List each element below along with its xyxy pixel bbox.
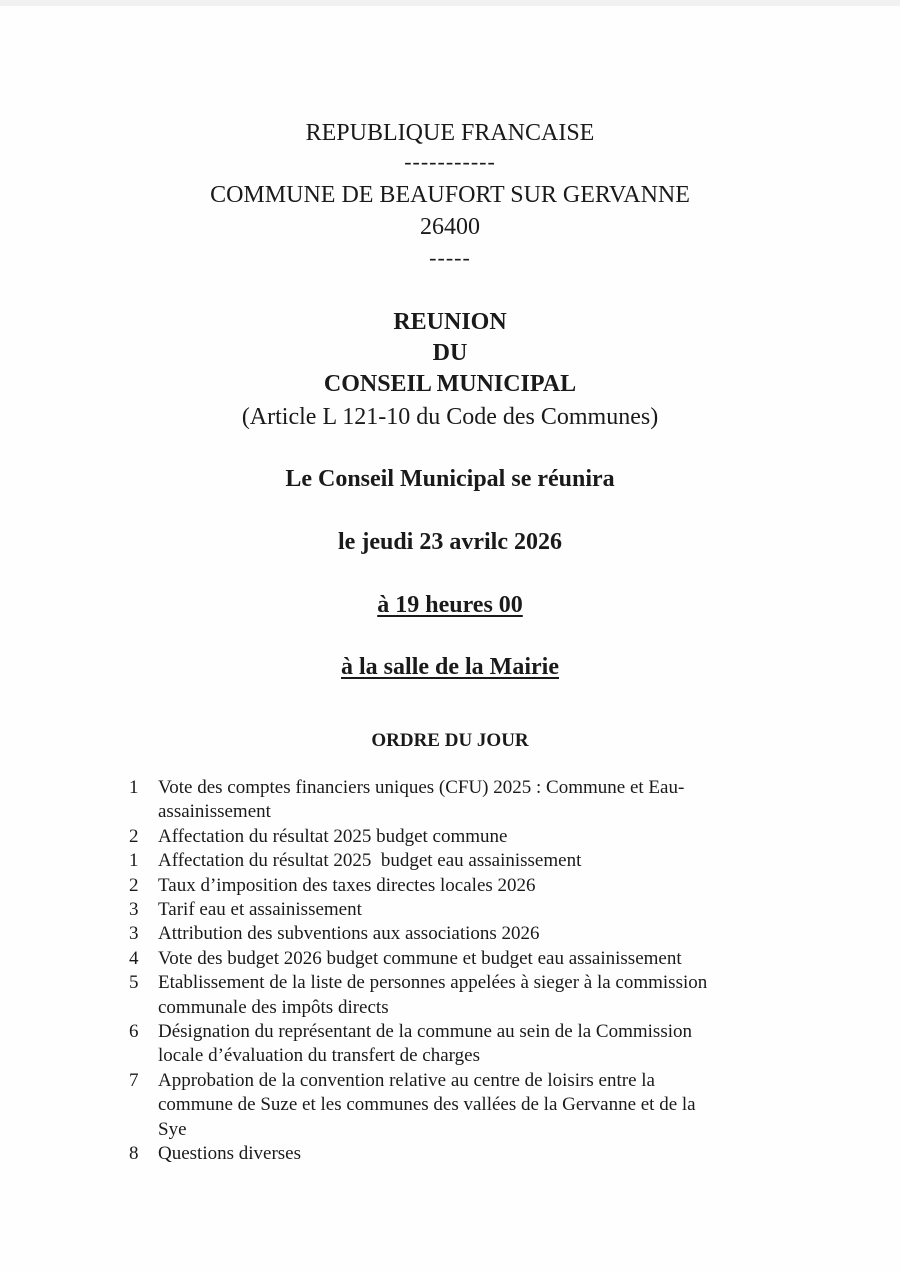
agenda-item [0, 1142, 900, 1166]
agenda-item-number: 2 [129, 825, 139, 847]
commune-name: COMMUNE DE BEAUFORT SUR GERVANNE [210, 182, 690, 208]
agenda-item-line: Affectation du résultat 2025 budget eau assainissement [158, 850, 582, 872]
separator-long: ----------- [404, 149, 496, 174]
agenda-item-line: Sye [158, 1118, 187, 1140]
agenda-item-line: communale des impôts directs [158, 996, 389, 1018]
agenda-item [0, 1020, 900, 1069]
agenda-item-line: commune de Suze et les communes des vallées de la Gervanne et de la [158, 1094, 696, 1116]
agenda-list [0, 776, 900, 1167]
agenda-item-number: 3 [129, 923, 139, 945]
agenda-item-number: 2 [129, 874, 139, 896]
meeting-time [0, 593, 900, 617]
agenda-item-line: Approbation de la convention relative au centre de loisirs entre la [158, 1069, 655, 1091]
agenda-item-text [158, 825, 808, 849]
agenda-item-number: 3 [129, 899, 139, 921]
agenda-item-number: 7 [129, 1069, 139, 1091]
agenda-heading: ORDRE DU JOUR [371, 730, 529, 751]
agenda-item-line: Affectation du résultat 2025 budget commune [158, 825, 508, 847]
agenda-item [0, 922, 900, 946]
republic-heading: REPUBLIQUE FRANCAISE [305, 120, 595, 146]
agenda-item-number: 6 [129, 1021, 139, 1043]
meeting-location-text: à la salle de la Mairie [341, 654, 559, 680]
meeting-title-line1: REUNION [393, 309, 507, 335]
meeting-title-line3: CONSEIL MUNICIPAL [323, 371, 577, 397]
agenda-item-text [158, 898, 808, 922]
agenda-item [0, 898, 900, 922]
agenda-item-number: 8 [129, 1143, 139, 1165]
meeting-announcement: Le Conseil Municipal se réunira [285, 466, 615, 492]
agenda-item [0, 849, 900, 873]
agenda-item [0, 776, 900, 825]
agenda-item-line: Vote des budget 2026 budget commune et budget eau assainissement [158, 947, 682, 969]
meeting-title-line2: DU [432, 340, 468, 366]
agenda-item-text [158, 922, 808, 946]
scan-top-edge [0, 0, 900, 6]
agenda-item-number: 1 [129, 777, 139, 798]
agenda-item-line: locale d’évaluation du transfert de charges [158, 1045, 480, 1067]
agenda-item [0, 971, 900, 1020]
meeting-time-text: à 19 heures 00 [377, 592, 523, 618]
agenda-item-line: Taux d’imposition des taxes directes locales 2026 [158, 874, 536, 896]
agenda-item-text [158, 874, 808, 898]
agenda-item-text [158, 776, 808, 825]
agenda-item [0, 1069, 900, 1142]
agenda-item-number: 1 [129, 850, 139, 872]
agenda-item-text [158, 1142, 808, 1166]
agenda-item-line: Vote des comptes financiers uniques (CFU) 2025 : Commune et Eau- [158, 777, 685, 798]
agenda-item-number: 5 [129, 972, 139, 994]
agenda-item-text [158, 849, 808, 873]
agenda-item-text [158, 1020, 808, 1069]
agenda-item-line: Questions diverses [158, 1143, 302, 1165]
meeting-date: le jeudi 23 avrilc 2026 [338, 529, 562, 555]
agenda-item-line: Désignation du représentant de la commune au sein de la Commission [158, 1021, 692, 1043]
separator-short: ----- [429, 245, 471, 270]
agenda-item-text [158, 971, 808, 1020]
legal-reference: (Article L 121-10 du Code des Communes) [241, 404, 659, 430]
agenda-item-line: Attribution des subventions aux associations 2026 [158, 923, 540, 945]
agenda-item-line: Tarif eau et assainissement [158, 899, 362, 921]
meeting-location [0, 655, 900, 679]
agenda-item-line: Etablissement de la liste de personnes appelées à sieger à la commission [158, 972, 708, 994]
agenda-item-line: assainissement [158, 801, 271, 823]
agenda-item-text [158, 947, 808, 971]
agenda-item-text [158, 1069, 808, 1142]
postal-code: 26400 [420, 214, 480, 240]
agenda-item [0, 947, 900, 971]
agenda-item [0, 825, 900, 849]
agenda-item-number: 4 [129, 947, 139, 969]
agenda-item [0, 874, 900, 898]
